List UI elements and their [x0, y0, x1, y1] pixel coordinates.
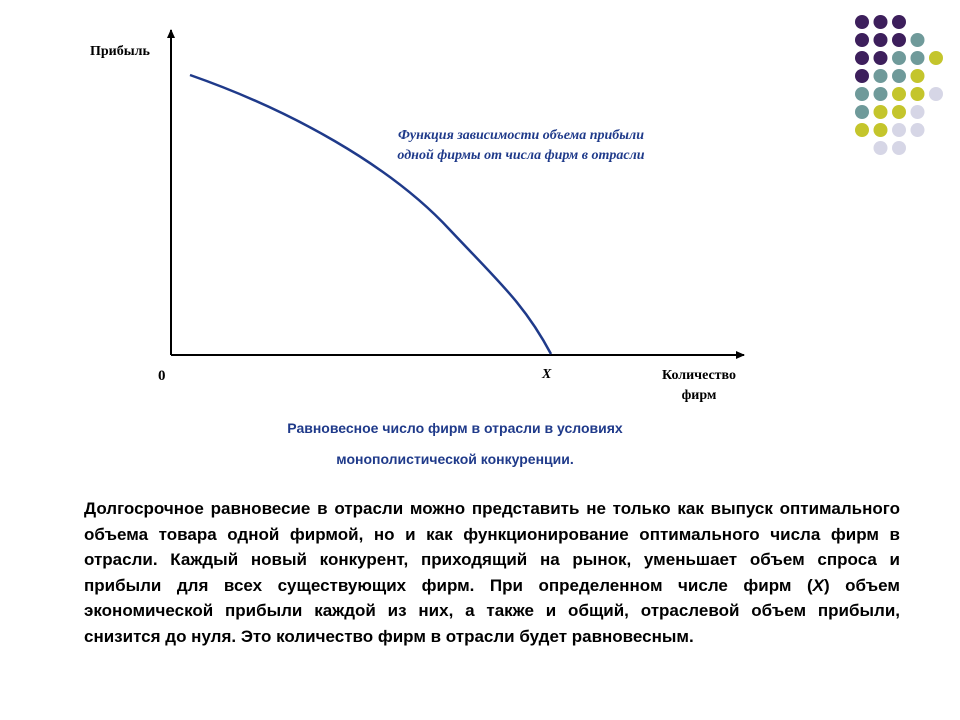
- y-axis-label: Прибыль: [90, 44, 150, 59]
- paragraph-part-1: Долгосрочное равновесие в отрасли можно представить не только как выпуск оптимального объема товара одной фирмой, но и как функционирование оптимального числа фирм в отрасли. Каждый новый конкурент, приходящий на рынок, уменьшает объем спроса и прибыли для всех существующих фирм. При определенном числе фирм (: [84, 499, 900, 595]
- x-marker-label: X: [542, 367, 552, 382]
- paragraph-x-symbol: X: [812, 575, 824, 595]
- x-axis-label: Количество фирм: [661, 368, 737, 403]
- paragraph-part-2: ) объем экономической прибыли каждой из них, а также и общий, отраслевой объем прибыли, снизится до нуля. Это количество фирм в отрасли будет равновесным.: [84, 575, 900, 646]
- origin-label: 0: [158, 368, 166, 384]
- explanation-paragraph: [84, 496, 900, 649]
- curve-annotation: Функция зависимости объема прибыли одной фирмы от числа фирм в отрасли: [397, 128, 645, 163]
- profit-curve: [190, 75, 551, 354]
- diagram-caption: Равновесное число фирм в отрасли в условиях монополистической конкуренции.: [287, 420, 623, 467]
